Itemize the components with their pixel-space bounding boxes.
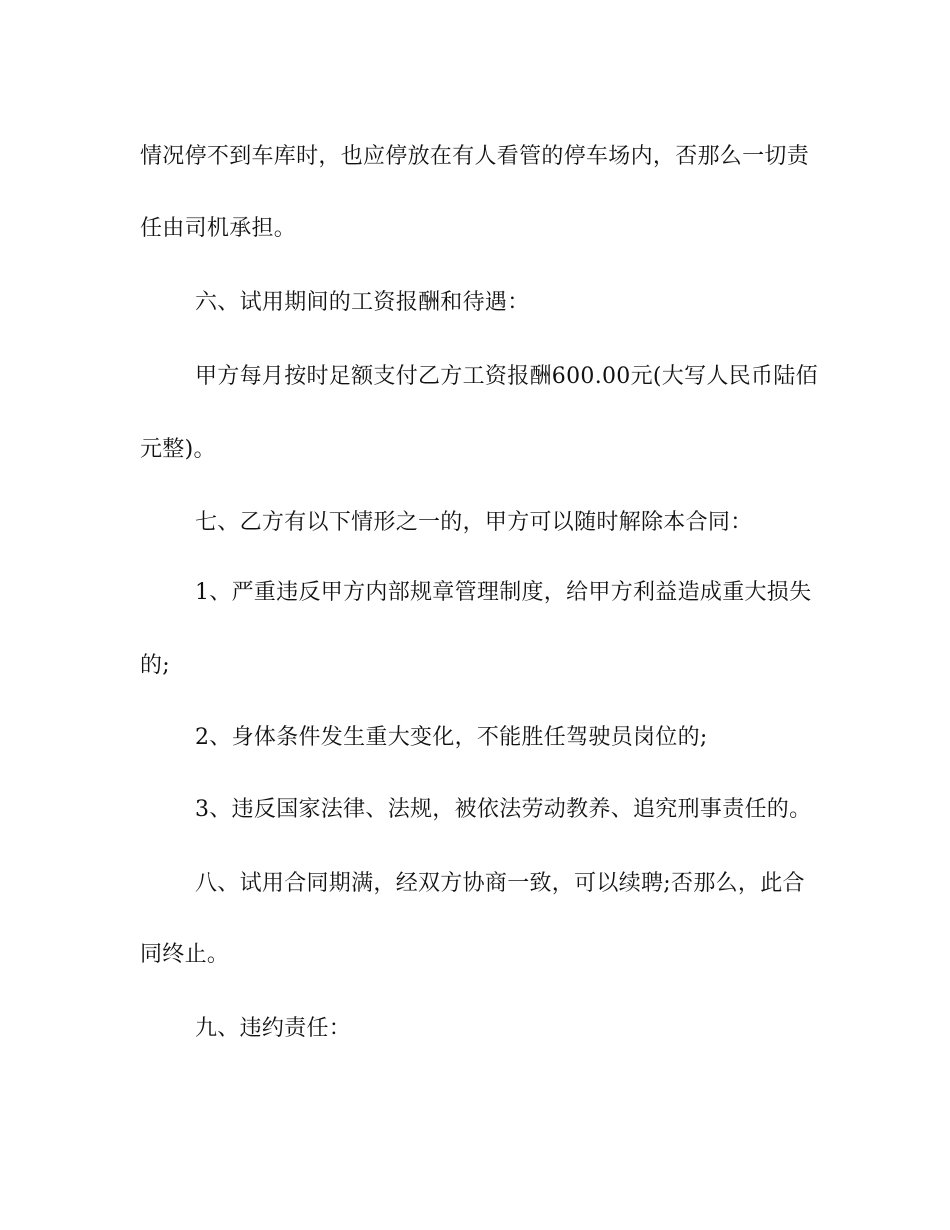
paragraph-line: 同终止。 [140, 942, 230, 967]
section-heading: 六、试用期间的工资报酬和待遇： [195, 290, 530, 315]
paragraph-line: 情况停不到车库时，也应停放在有人看管的停车场内，否那么一切责 [140, 144, 810, 169]
list-item: 2、身体条件发生重大变化，不能胜任驾驶员岗位的; [195, 725, 708, 750]
paragraph-line: 任由司机承担。 [140, 216, 297, 241]
section-heading: 八、试用合同期满，经双方协商一致，可以续聘;否那么，此合 [195, 871, 805, 896]
paragraph-line: 的; [140, 653, 171, 678]
list-item: 3、违反国家法律、法规，被依法劳动教养、追究刑事责任的。 [195, 797, 812, 822]
paragraph-line: 元整)。 [140, 437, 216, 462]
section-heading: 九、违约责任： [195, 1016, 352, 1041]
section-heading: 七、乙方有以下情形之一的，甲方可以随时解除本合同： [195, 510, 753, 535]
list-item: 1、严重违反甲方内部规章管理制度，给甲方利益造成重大损失 [195, 580, 812, 605]
paragraph-line: 甲方每月按时足额支付乙方工资报酬600.00元(大写人民币陆佰 [195, 364, 818, 389]
